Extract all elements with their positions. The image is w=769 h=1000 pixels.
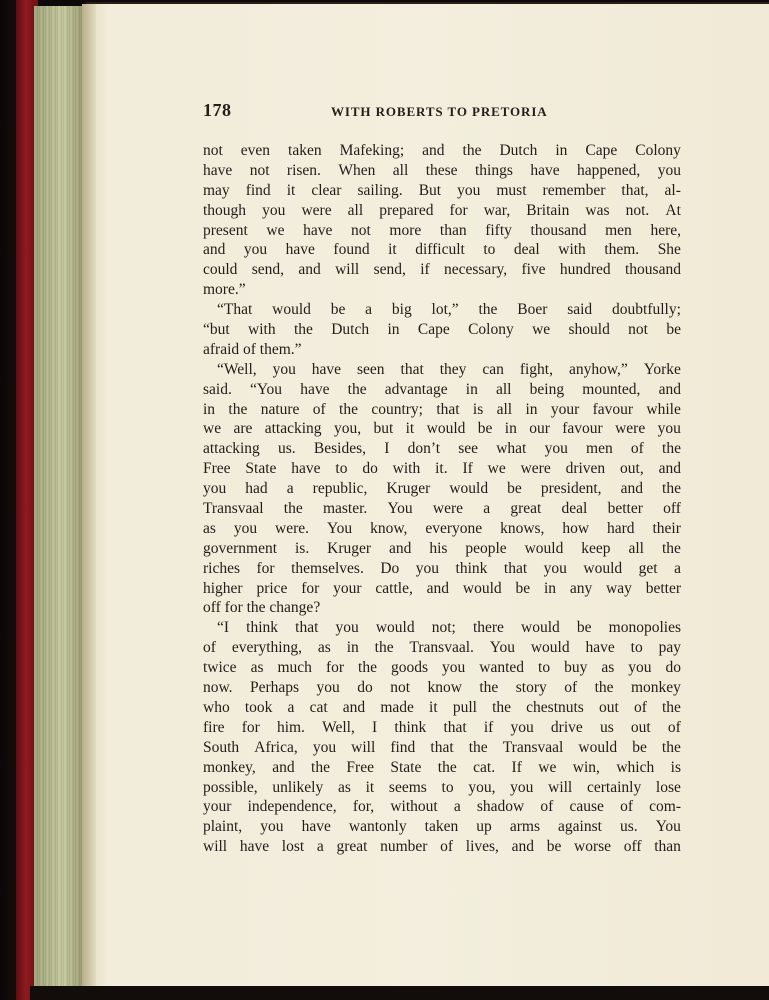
- text-line: “I think that you would not; there would be monopolies: [217, 619, 681, 637]
- text-line: as you were. You know, everyone knows, how hard their: [203, 519, 681, 537]
- text-line: afraid of them.”: [203, 340, 302, 358]
- text-line: could send, and will send, if necessary, five hundred thousand: [203, 261, 681, 279]
- text-line: government is. Kruger and his people would keep all the: [203, 539, 681, 557]
- page-header: [203, 100, 681, 124]
- text-line: and you have found it difficult to deal with them. She: [203, 241, 681, 259]
- running-head: WITH ROBERTS TO PRETORIA: [331, 104, 548, 119]
- text-line: may find it clear sailing. But you must remember that, al-: [203, 181, 681, 199]
- text-line: attacking us. Besides, I don’t see what you men of the: [203, 440, 681, 458]
- text-line: your independence, for, without a shadow of cause of com-: [203, 798, 681, 816]
- text-line: you had a republic, Kruger would be president, and the: [203, 480, 681, 498]
- text-line: Transvaal the master. You were a great deal better off: [203, 500, 681, 518]
- text-line: now. Perhaps you do not know the story of the monkey: [203, 679, 681, 697]
- text-line: higher price for your cattle, and would be in any way better: [203, 579, 681, 597]
- text-line: Free State have to do with it. If we were driven out, and: [203, 460, 681, 478]
- text-line: said. “You have the advantage in all being mounted, and: [203, 380, 681, 398]
- text-line: South Africa, you will find that the Transvaal would be the: [203, 738, 681, 756]
- text-line: fire for him. Well, I think that if you drive us out of: [203, 718, 681, 736]
- page-edges-shading: [34, 6, 82, 990]
- text-line: riches for themselves. Do you think that you would get a: [203, 559, 681, 577]
- text-line: in the nature of the country; that is all in your favour while: [203, 400, 681, 418]
- text-line: off for the change?: [203, 599, 321, 617]
- text-line: twice as much for the goods you wanted to buy as you do: [203, 659, 681, 677]
- text-line: “Well, you have seen that they can fight, anyhow,” Yorke: [217, 360, 681, 378]
- text-line: will have lost a great number of lives, and be worse off than: [203, 838, 681, 856]
- text-line: have not risen. When all these things have happened, you: [203, 161, 681, 179]
- text-line: more.”: [203, 281, 246, 299]
- text-line: plaint, you have wantonly taken up arms against us. You: [203, 818, 681, 836]
- page-number: 178: [203, 100, 232, 120]
- text-line: though you were all prepared for war, Britain was not. At: [203, 201, 681, 219]
- body-text: [203, 141, 681, 857]
- text-line: who took a cat and made it pull the chestnuts out of the: [203, 698, 681, 716]
- text-line: “That would be a big lot,” the Boer said doubtfully;: [217, 301, 681, 319]
- text-line: “but with the Dutch in Cape Colony we should not be: [203, 321, 681, 339]
- dark-background-bottom: [30, 986, 769, 1000]
- text-line: monkey, and the Free State the cat. If we win, which is: [203, 758, 681, 776]
- text-line: of everything, as in the Transvaal. You would have to pay: [203, 639, 681, 657]
- text-line: present we have not more than fifty thousand men here,: [203, 221, 681, 239]
- text-line: not even taken Mafeking; and the Dutch in Cape Colony: [203, 142, 681, 159]
- page-gutter-shadow: [82, 4, 96, 990]
- text-line: we are attacking you, but it would be in our favour were you: [203, 420, 681, 438]
- text-line: possible, unlikely as it seems to you, you will certainly lose: [203, 778, 681, 796]
